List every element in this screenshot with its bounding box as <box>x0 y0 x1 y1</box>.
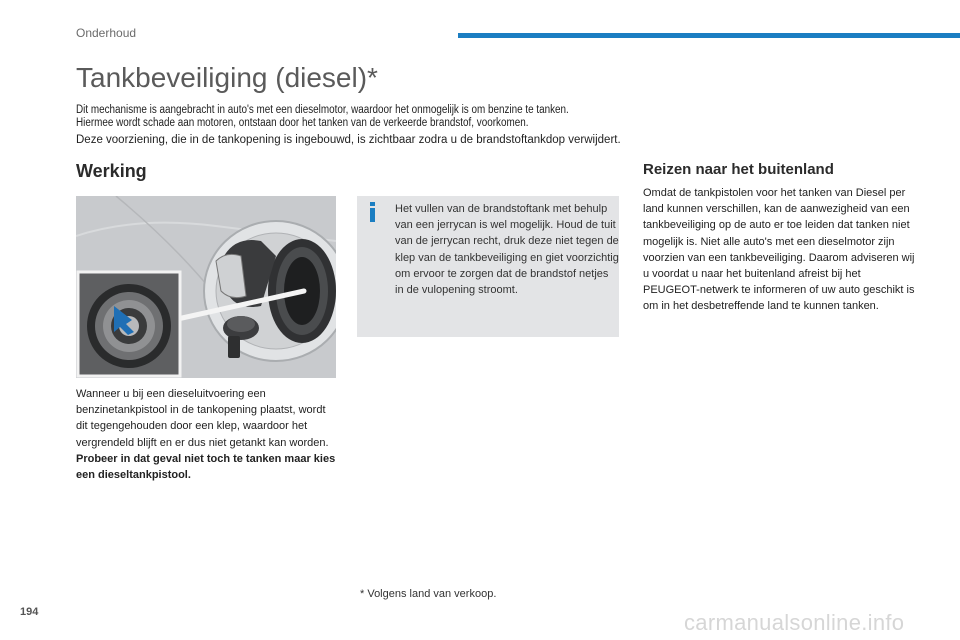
footnote: * Volgens land van verkoop. <box>360 588 497 600</box>
intro-line-2: Hiermee wordt schade aan motoren, ontstaan door het tanken van de verkeerde brandstof, voorkomen. <box>76 117 529 129</box>
info-icon <box>367 202 379 222</box>
header-accent-bar <box>458 33 960 38</box>
page-title: Tankbeveiliging (diesel)* <box>76 62 378 93</box>
intro-paragraph: Deze voorziening, die in de tankopening is ingebouwd, is zichtbaar zodra u de brandstoftankdop verwijdert. <box>76 134 621 146</box>
watermark: carmanualsonline.info <box>684 610 905 635</box>
werking-heading: Werking <box>76 161 147 181</box>
fuel-filler-illustration <box>76 196 336 378</box>
werking-warning: Probeer in dat geval niet toch te tanken maar kies een dieseltankpistool. <box>76 452 336 482</box>
info-text: Het vullen van de brandstoftank met behulp van een jerrycan is wel mogelijk. Houd de tuit van de jerrycan recht, druk deze niet tegen de klep van de tankbeveiliging en giet voorzichtig om ervoor te zorgen dat de brandstof netjes in de vulopening stroomt. <box>395 203 619 297</box>
page-number: 194 <box>20 606 39 618</box>
section-label: Onderhoud <box>76 26 137 40</box>
travel-text: Omdat de tankpistolen voor het tanken van Diesel per land kunnen verschillen, kan de aanwezigheid van een tankbeveiliging op de auto er toe leiden dat tanken niet mogelijk is. Niet alle auto's met een dieselmotor zijn voorzien van een tankbeveiliging. Daarom adviseren wij u voordat u naar het buitenland afreist bij het PEUGEOT-netwerk te informeren of uw auto geschikt is om in het desbetreffende land te kunnen tanken. <box>643 187 915 313</box>
werking-body: Wanneer u bij een dieseluitvoering een benzinetankpistool in de tankopening plaatst, wordt dit tegengehouden door een klep, waardoor het vergrendeld blijft en er dus niet getankt kan worden. <box>76 388 329 449</box>
werking-text <box>76 386 338 483</box>
intro-line-1: Dit mechanisme is aangebracht in auto's met een dieselmotor, waardoor het onmogelijk is om benzine te tanken. <box>76 104 569 116</box>
travel-heading: Reizen naar het buitenland <box>643 161 834 178</box>
fuel-filler-drawing <box>76 196 336 378</box>
